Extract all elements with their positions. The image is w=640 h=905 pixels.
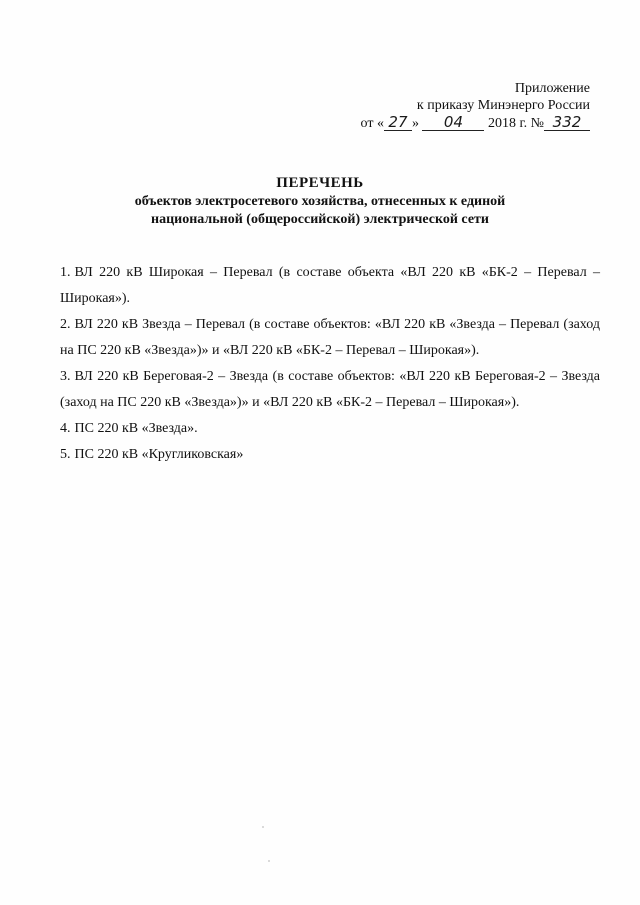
- date-mid: »: [411, 116, 419, 131]
- appendix-title: Приложение: [514, 81, 590, 96]
- list-item-number: 4.: [60, 421, 71, 436]
- list-item-text: ПС 220 кВ «Кругликовская»: [74, 447, 244, 462]
- scan-speck: [262, 826, 264, 828]
- scan-speck: [268, 860, 270, 862]
- order-date-line: [340, 114, 590, 132]
- document-subtitle-line-1: объектов электросетевого хозяйства, отнесенных к единой: [134, 194, 506, 209]
- list-item-text: ПС 220 кВ «Звезда».: [74, 421, 198, 436]
- document-title-block: [100, 174, 540, 229]
- document-subtitle-line-2: национальной (общероссийской) электрической сети: [151, 212, 489, 227]
- objects-list: [60, 260, 600, 468]
- document-heading: ПЕРЕЧЕНЬ: [276, 175, 364, 191]
- list-item: [60, 312, 600, 364]
- list-item-text: ВЛ 220 кВ Звезда – Перевал (в составе объектов: «ВЛ 220 кВ «Звезда – Перевал (заход на ПС 220 кВ «Звезда»)» и «ВЛ 220 кВ «БК-2 – Перевал – Широкая»).: [60, 317, 600, 358]
- year-text: 2018 г. №: [487, 116, 544, 131]
- appendix-block: [340, 80, 590, 132]
- list-item-number: 2.: [60, 317, 71, 332]
- order-reference: к приказу Минэнерго России: [416, 98, 590, 113]
- list-item: [60, 364, 600, 416]
- handwritten-month: 04: [422, 114, 484, 131]
- list-item-number: 1.: [60, 265, 71, 280]
- handwritten-day: 27: [384, 114, 412, 131]
- list-item: [60, 416, 600, 442]
- date-prefix: от «: [360, 116, 384, 131]
- list-item-text: ВЛ 220 кВ Широкая – Перевал (в составе объекта «ВЛ 220 кВ «БК-2 – Перевал – Широкая»).: [60, 265, 600, 306]
- list-item: [60, 442, 600, 468]
- handwritten-order-number: 332: [544, 114, 590, 131]
- list-item-number: 5.: [60, 447, 71, 462]
- list-item-text: ВЛ 220 кВ Береговая-2 – Звезда (в составе объектов: «ВЛ 220 кВ Береговая-2 – Звезда (заход на ПС 220 кВ «Звезда»)» и «ВЛ 220 кВ «БК-2 – Перевал – Широкая»).: [60, 369, 600, 410]
- list-item: [60, 260, 600, 312]
- list-item-number: 3.: [60, 369, 71, 384]
